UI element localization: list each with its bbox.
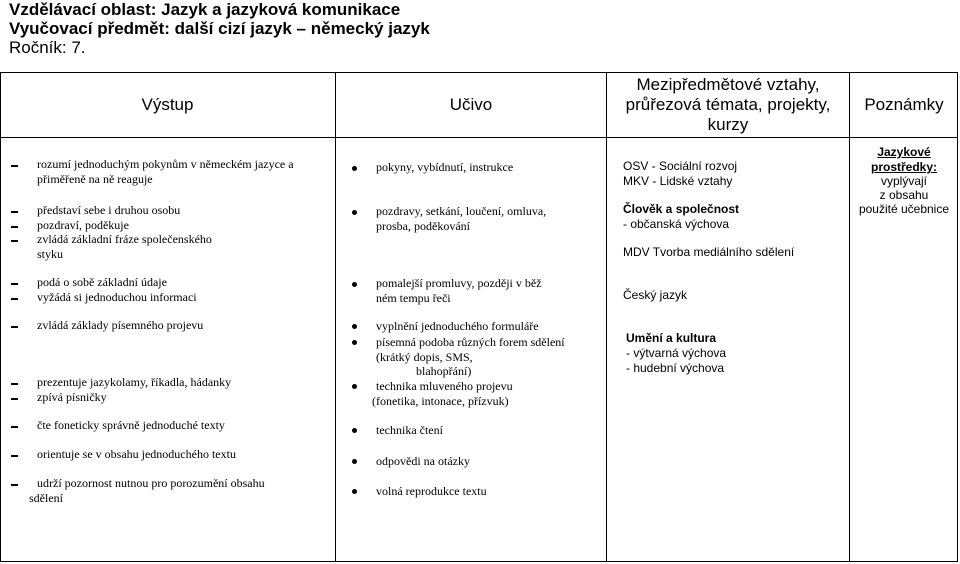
outcome-item: představí sebe i druhou osobu	[37, 203, 181, 217]
dash-bullet	[11, 298, 18, 300]
content-item: pomalejší promluvy, později v běž	[376, 276, 542, 290]
dash-bullet	[11, 211, 18, 213]
crosscurricular-item: MKV - Lidské vztahy	[623, 174, 733, 188]
crosscurricular-item: Člověk a společnost	[623, 202, 740, 216]
dash-bullet	[11, 165, 18, 167]
dash-bullet	[11, 283, 18, 285]
outcome-item: orientuje se v obsahu jednoduchého textu	[37, 447, 236, 461]
note-line: z obsahu	[879, 188, 929, 202]
content-item: pokyny, vybídnutí, instrukce	[376, 160, 514, 174]
grade: Ročník: 7.	[9, 38, 86, 57]
bullet-dot	[352, 428, 357, 433]
content-item: ném tempu řeči	[376, 291, 451, 305]
bullet-dot	[352, 340, 357, 345]
outcome-item: udrží pozornost nutnou pro porozumění obsahu	[37, 476, 265, 490]
content-item: vyplnění jednoduchého formuláře	[376, 319, 539, 333]
note-line: použité učebnice	[858, 202, 950, 216]
subject-name: Vyučovací předmět: další cizí jazyk – německý jazyk	[9, 19, 430, 38]
content-item: blahopřání)	[416, 364, 472, 378]
dash-bullet	[11, 455, 18, 457]
bullet-dot	[352, 324, 357, 329]
crosscurricular-item: MDV Tvorba mediálního sdělení	[623, 245, 795, 259]
content-item: technika mluveného projevu	[376, 379, 513, 393]
column-header-line: kurzy	[707, 114, 749, 134]
crosscurricular-item: - občanská výchova	[623, 217, 730, 231]
dash-bullet	[11, 326, 18, 328]
bullet-dot	[352, 489, 357, 494]
content-item: odpovědi na otázky	[376, 454, 470, 468]
column-header-line: průřezová témata, projekty,	[625, 94, 831, 114]
content-item: písemná podoba různých forem sdělení	[376, 335, 565, 349]
crosscurricular-item: Český jazyk	[623, 288, 688, 302]
outcome-item: zpívá písničky	[37, 390, 107, 404]
column-divider	[606, 72, 607, 562]
subject-area: Vzdělávací oblast: Jazyk a jazyková komunikace	[9, 0, 401, 19]
dash-bullet	[11, 484, 18, 486]
note-line: prostředky:	[870, 160, 938, 174]
column-header-line: Mezipředmětové vztahy,	[636, 74, 820, 94]
content-item: technika čtení	[376, 423, 443, 437]
dash-bullet	[11, 383, 18, 385]
crosscurricular-item: Umění a kultura	[626, 331, 717, 345]
outcome-item: pozdraví, poděkuje	[37, 218, 129, 232]
dash-bullet	[11, 398, 18, 400]
bullet-dot	[352, 384, 357, 389]
content-item: pozdravy, setkání, loučení, omluva,	[376, 204, 547, 218]
crosscurricular-item: - hudební výchova	[626, 361, 725, 375]
outcome-item: styku	[37, 247, 64, 261]
outcome-item: sdělení	[29, 491, 63, 505]
outcome-item: rozumí jednoduchým pokynům v německém jazyce a	[37, 157, 294, 171]
content-item: (fonetika, intonace, přízvuk)	[372, 394, 509, 408]
outcome-item: zvládá základní fráze společenského	[37, 232, 212, 246]
bullet-dot	[352, 459, 357, 464]
content-item: volná reprodukce textu	[376, 484, 487, 498]
outcome-item: přiměřeně na ně reaguje	[37, 172, 153, 186]
dash-bullet	[11, 226, 18, 228]
outcome-item: zvládá základy písemného projevu	[37, 318, 204, 332]
outcome-item: podá o sobě základní údaje	[37, 275, 167, 289]
note-line: Jazykové	[877, 145, 931, 159]
outcome-item: vyžádá si jednoduchou informaci	[37, 290, 197, 304]
content-item: (krátký dopis, SMS,	[376, 350, 473, 364]
column-divider	[335, 72, 336, 562]
dash-bullet	[11, 240, 18, 242]
crosscurricular-item: - výtvarná výchova	[626, 346, 727, 360]
document-header	[9, 0, 430, 57]
bullet-dot	[352, 210, 357, 215]
column-header-mezipredmetove	[607, 72, 849, 137]
header-row-divider	[0, 137, 958, 138]
column-header-vystup: Výstup	[141, 94, 194, 114]
crosscurricular-item: OSV - Sociální rozvoj	[623, 159, 738, 173]
dash-bullet	[11, 426, 18, 428]
bullet-dot	[352, 166, 357, 171]
column-header-ucivo: Učivo	[449, 94, 493, 114]
outcome-item: prezentuje jazykolamy, říkadla, hádanky	[37, 375, 232, 389]
bullet-dot	[352, 282, 357, 287]
note-line: vyplývají	[880, 174, 927, 188]
column-header-poznamky: Poznámky	[864, 94, 944, 114]
content-item: prosba, poděkování	[376, 219, 470, 233]
outcome-item: čte foneticky správně jednoduché texty	[37, 418, 225, 432]
